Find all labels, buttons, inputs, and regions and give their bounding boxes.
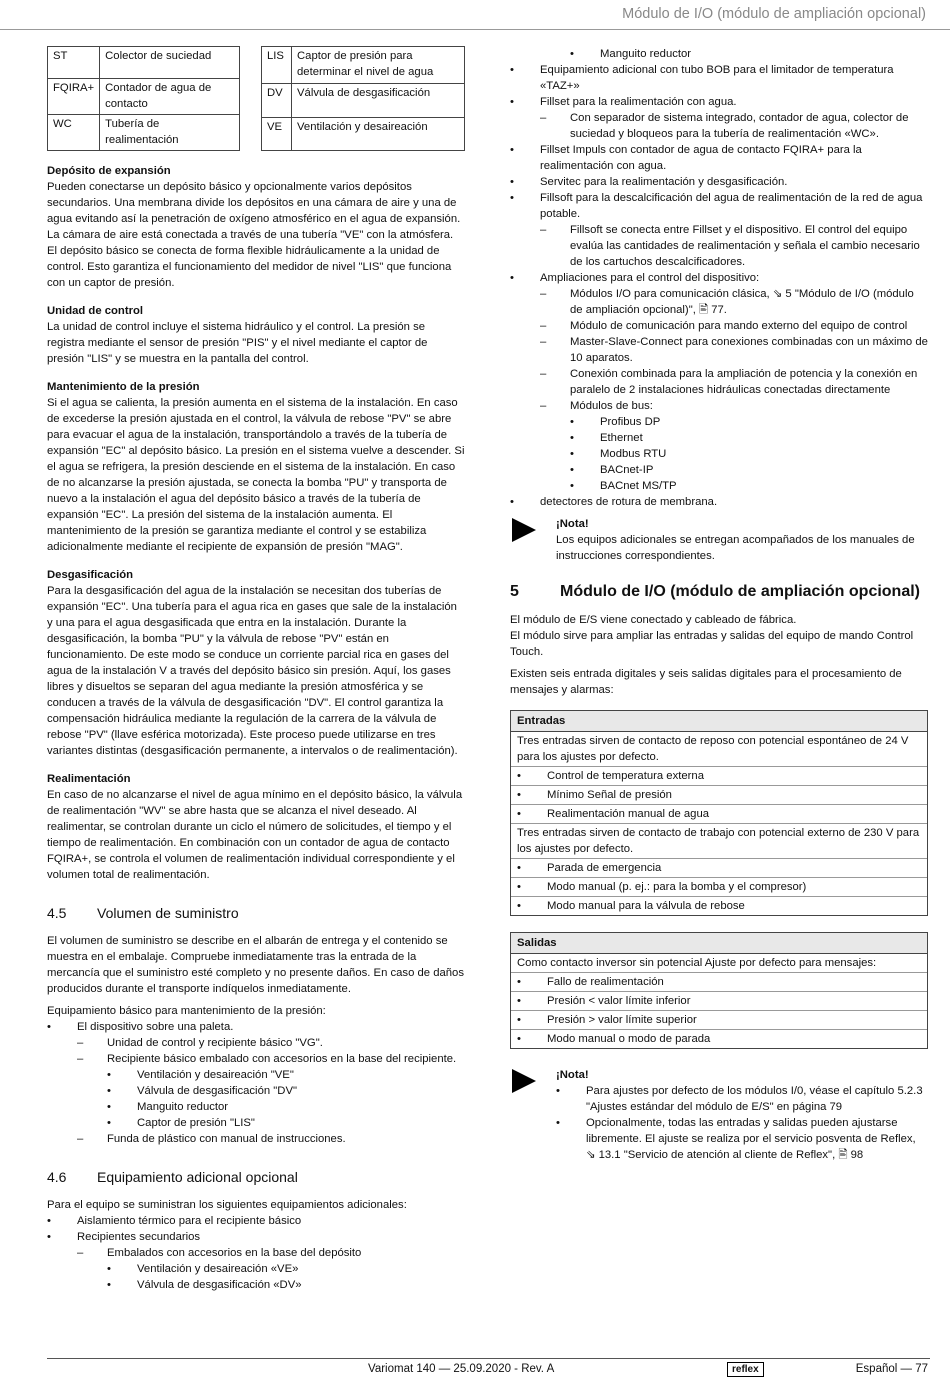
table-bullet-row: • Control de temperatura externa bbox=[511, 767, 927, 786]
list-item: – Funda de plástico con manual de instrucciones. bbox=[47, 1131, 465, 1147]
s5-paragraph-2: Existen seis entrada digitales y seis salidas digitales para el procesamiento de mensajes y alarmas: bbox=[510, 668, 902, 696]
section-title: Equipamiento adicional opcional bbox=[97, 1169, 298, 1185]
table-bullet-row: • Modo manual o modo de parada bbox=[511, 1030, 927, 1048]
list-item: – Módulos I/O para comunicación clásica, ⇘ 5 "Módulo de I/O (módulo de ampliación opcional)", 🖹 77. bbox=[510, 286, 928, 318]
table-bullet-row: • Realimentación manual de agua bbox=[511, 805, 927, 824]
realimentacion-text: En caso de no alcanzarse el nivel de agua mínimo en el depósito básico, la válvula de realimentación "WV" se abre hasta que se alcanza el nivel deseado. Al realimentar, se controlan durante un ciclo el número de solicitudes, el tiempo y el tiempo de realimentación. En combinación con un contador de agua de contacto FQIRA+, se controla el volumen de realimentación individual correspondiente y el volumen total de realimentación. bbox=[47, 789, 463, 881]
note-box-2 bbox=[510, 1067, 928, 1163]
table-text-row: Tres entradas sirven de contacto de reposo con potencial espontáneo de 24 V para los ajustes por defecto. bbox=[511, 732, 927, 767]
section-4-5-heading bbox=[47, 905, 465, 921]
list-item: • Captor de presión "LIS" bbox=[47, 1115, 465, 1131]
table-text-row: Tres entradas sirven de contacto de trabajo con potencial externo de 230 V para los ajustes por defecto. bbox=[511, 824, 927, 859]
table-bullet-row: • Fallo de realimentación bbox=[511, 973, 927, 992]
abbreviation-table-left bbox=[47, 46, 240, 151]
abbreviation-description: Contador de agua de contacto bbox=[100, 79, 240, 115]
deposito-heading: Depósito de expansión bbox=[47, 165, 171, 177]
abbreviation-code: WC bbox=[48, 115, 100, 151]
section-deposito bbox=[47, 163, 465, 291]
list-item: – Unidad de control y recipiente básico "VG". bbox=[47, 1035, 465, 1051]
s46-list bbox=[47, 1213, 465, 1293]
section-desgasificacion bbox=[47, 567, 465, 759]
section-4-6-heading bbox=[47, 1169, 465, 1185]
section-title: Módulo de I/O (módulo de ampliación opcional) bbox=[560, 583, 920, 600]
list-item: – Master-Slave-Connect para conexiones combinadas con un máximo de 10 aparatos. bbox=[510, 334, 928, 366]
section-mantenimiento bbox=[47, 379, 465, 555]
list-item: • Manguito reductor bbox=[47, 1099, 465, 1115]
s45-paragraph-1: El volumen de suministro se describe en el albarán de entrega y el contenido se muestra en el embalaje. Compruebe inmediatamente tras la entrada de la mercancía que el suministro esté completo y no presente daños. En caso de daños producidos durante el transporte indíquelos inmediatamente. bbox=[47, 935, 464, 995]
reflex-logo: reflex bbox=[727, 1362, 764, 1377]
list-item: • Fillset Impuls con contador de agua de contacto FQIRA+ para la realimentación con agua. bbox=[510, 142, 928, 174]
s5-paragraph-1a: El módulo de E/S viene conectado y cableado de fábrica. bbox=[510, 614, 797, 626]
section-number: 4.5 bbox=[47, 905, 67, 921]
section-number: 4.6 bbox=[47, 1169, 67, 1185]
abbreviation-row bbox=[48, 47, 240, 79]
abbreviation-row bbox=[262, 47, 465, 84]
inputs-table-header: Entradas bbox=[511, 711, 927, 732]
outputs-table bbox=[510, 932, 928, 1049]
abbreviation-code: VE bbox=[262, 117, 292, 150]
abbreviation-description: Tubería de realimentación bbox=[100, 115, 240, 151]
section-unidad bbox=[47, 303, 465, 367]
note-arrow-icon bbox=[512, 518, 536, 542]
list-item: • Servitec para la realimentación y desgasificación. bbox=[510, 174, 928, 190]
section-number: 5 bbox=[510, 583, 519, 600]
list-item: • Válvula de desgasificación «DV» bbox=[47, 1277, 465, 1293]
table-bullet-row: • Presión > valor límite superior bbox=[511, 1011, 927, 1030]
list-item: • Ethernet bbox=[510, 430, 928, 446]
table-bullet-row: • Modo manual para la válvula de rebose bbox=[511, 897, 927, 915]
list-item: • Recipientes secundarios bbox=[47, 1229, 465, 1245]
note-list bbox=[556, 1083, 928, 1163]
note-list-item: • Para ajustes por defecto de los módulos I/0, véase el capítulo 5.2.3 "Ajustes estándar del módulo de E/S" en página 79 bbox=[556, 1083, 928, 1115]
page-header-title: Módulo de I/O (módulo de ampliación opcional) bbox=[622, 6, 926, 22]
abbreviation-description: Ventilación y desaireación bbox=[292, 117, 465, 150]
section-title: Volumen de suministro bbox=[97, 905, 239, 921]
abbreviation-tables bbox=[47, 46, 465, 151]
list-item: – Conexión combinada para la ampliación de potencia y la conexión en paralelo de 2 instalaciones hidráulicas conectadas directamente bbox=[510, 366, 928, 398]
s46-paragraph-1: Para el equipo se suministran los siguientes equipamientos adicionales: bbox=[47, 1199, 407, 1211]
list-item: • Fillset para la realimentación con agua. bbox=[510, 94, 928, 110]
section-5-heading bbox=[510, 584, 928, 600]
note-title: ¡Nota! bbox=[556, 518, 589, 530]
inputs-table bbox=[510, 710, 928, 916]
abbreviation-row bbox=[48, 79, 240, 115]
realimentacion-heading: Realimentación bbox=[47, 773, 131, 785]
abbreviation-row bbox=[262, 84, 465, 117]
abbreviation-description: Captor de presión para determinar el nivel de agua bbox=[292, 47, 465, 84]
abbreviation-code: LIS bbox=[262, 47, 292, 84]
list-item: • Aislamiento térmico para el recipiente básico bbox=[47, 1213, 465, 1229]
table-bullet-row: • Parada de emergencia bbox=[511, 859, 927, 878]
list-item: • Modbus RTU bbox=[510, 446, 928, 462]
list-item: – Recipiente básico embalado con accesorios en la base del recipiente. bbox=[47, 1051, 465, 1067]
note-box-1 bbox=[510, 516, 928, 564]
list-item: – Embalados con accesorios en la base del depósito bbox=[47, 1245, 465, 1261]
abbreviation-code: ST bbox=[48, 47, 100, 79]
abbreviation-code: DV bbox=[262, 84, 292, 117]
s45-list bbox=[47, 1019, 465, 1147]
list-item: • Equipamiento adicional con tubo BOB para el limitador de temperatura «TAZ+» bbox=[510, 62, 928, 94]
list-item: – Módulo de comunicación para mando externo del equipo de control bbox=[510, 318, 928, 334]
abbreviation-row bbox=[262, 117, 465, 150]
unidad-heading: Unidad de control bbox=[47, 305, 144, 317]
desgasificacion-text: Para la desgasificación del agua de la instalación se necesitan dos tuberías de expansión "EC". Una tubería para el agua rica en gases que sale de la instalación y una para el agua desgasificada que entra en la instalación. Durante la desgasificación, la bomba "PU" y la válvula de rebose "PV" están en funcionamiento. De este modo se conduce un corriente parcial rica en gases del agua de la instalación V a través del depósito básico sin presión. Aquí, los gases libres y disueltos se separan del agua mediante la presión atmosférica y se conducen a través de la válvula de desgasificación "DV". El control garantiza la compensación hidráulica mediante la regulación de la carrera de la válvula de rebose "PV" (llave esférica motorizada). Este proceso puede utilizarse en tres variantes distintas (desgasificación permanente, a intervalos o de realimentación). bbox=[47, 585, 458, 757]
list-item: • Ampliaciones para el control del dispositivo: bbox=[510, 270, 928, 286]
abbreviation-description: Colector de suciedad bbox=[100, 47, 240, 79]
table-bullet-row: • Mínimo Señal de presión bbox=[511, 786, 927, 805]
list-item: – Módulos de bus: bbox=[510, 398, 928, 414]
left-column bbox=[47, 46, 465, 1293]
table-bullet-row: • Modo manual (p. ej.: para la bomba y el compresor) bbox=[511, 878, 927, 897]
s45-paragraph-2: Equipamiento básico para mantenimiento de la presión: bbox=[47, 1005, 326, 1017]
list-item: • Ventilación y desaireación "VE" bbox=[47, 1067, 465, 1083]
header-rule bbox=[0, 29, 950, 30]
abbreviation-table-right bbox=[261, 46, 465, 151]
list-item: • Válvula de desgasificación "DV" bbox=[47, 1083, 465, 1099]
desgasificacion-heading: Desgasificación bbox=[47, 569, 134, 581]
list-item: – Con separador de sistema integrado, contador de agua, colector de suciedad y bloqueos para la tubería de realimentación «WC». bbox=[510, 110, 928, 142]
note-text: Los equipos adicionales se entregan acompañados de los manuales de instrucciones correspondientes. bbox=[556, 534, 915, 562]
table-bullet-row: • Presión < valor límite inferior bbox=[511, 992, 927, 1011]
note-list-item: • Opcionalmente, todas las entradas y salidas pueden ajustarse libremente. El ajuste se realiza por el servicio posventa de Reflex, ⇘ 13.1 "Servicio de atención al cliente de Reflex", 🖹 98 bbox=[556, 1115, 928, 1163]
footer-rule bbox=[47, 1358, 930, 1359]
unidad-text: La unidad de control incluye el sistema hidráulico y el control. La presión se registra mediante el sensor de presión "PIS" y el nivel mediante el captor de presión "LIS" y se muestra en la pantalla del control. bbox=[47, 321, 428, 365]
s5-paragraph-1b: El módulo sirve para ampliar las entradas y salidas del equipo de mando Control Touch. bbox=[510, 630, 914, 658]
mantenimiento-heading: Mantenimiento de la presión bbox=[47, 381, 200, 393]
right-column bbox=[510, 46, 928, 1177]
list-item: – Fillsoft se conecta entre Fillset y el dispositivo. El control del equipo evalúa las cantidades de realimentación y señala el cambio necesario de los cartuchos descalcificadores. bbox=[510, 222, 928, 270]
list-item: • Ventilación y desaireación «VE» bbox=[47, 1261, 465, 1277]
table-text-row: Como contacto inversor sin potencial Ajuste por defecto para mensajes: bbox=[511, 954, 927, 973]
abbreviation-code: FQIRA+ bbox=[48, 79, 100, 115]
list-item: • Manguito reductor bbox=[510, 46, 928, 62]
mantenimiento-text: Si el agua se calienta, la presión aumenta en el sistema de la instalación. En caso de excederse la presión ajustada en el control, la válvula de rebose "PV" se abre para evacuar el agua de la instalación, transportándolo a través de la tubería de expansión "EC" al depósito básico. La presión en el sistema vuelve a descender. Si el agua se refrigera, la presión desciende en el sistema de la instalación. En caso de no alcanzarse la presión ajustada, se conecta la bomba "PU" y transporta de nuevo a la instalación el agua del depósito básico a través de la tubería de expansión "EC". La presión del sistema de la instalación aumenta. El mantenimiento de la presión se garantiza mediante el control y se estabiliza adicionalmente mediante el recipiente de expansión de presión "MAG". bbox=[47, 397, 465, 553]
footer-document-info: Variomat 140 — 25.09.2020 - Rev. A bbox=[368, 1363, 555, 1375]
list-item: • El dispositivo sobre una paleta. bbox=[47, 1019, 465, 1035]
note-title: ¡Nota! bbox=[556, 1069, 589, 1081]
outputs-table-header: Salidas bbox=[511, 933, 927, 954]
list-item: • BACnet MS/TP bbox=[510, 478, 928, 494]
footer-page-number: Español — 77 bbox=[855, 1363, 928, 1375]
equipment-list-continued bbox=[510, 46, 928, 510]
deposito-text: Pueden conectarse un depósito básico y opcionalmente varios depósitos secundarios. Una membrana divide los depósitos en una cámara de aire y una de agua evitando así la penetración de oxígeno atmosférico en el agua de expansión. La cámara de aire está conectada a través de una tubería "VE" con la atmósfera. El depósito básico se conecta de forma flexible hidráulicamente a la unidad de control. Esto garantiza el funcionamiento del medidor de nivel "LIS" que funciona con un captor de presión. bbox=[47, 181, 461, 289]
list-item: • Fillsoft para la descalcificación del agua de realimentación de la red de agua potable. bbox=[510, 190, 928, 222]
list-item: • BACnet-IP bbox=[510, 462, 928, 478]
abbreviation-row bbox=[48, 115, 240, 151]
abbreviation-description: Válvula de desgasificación bbox=[292, 84, 465, 117]
note-arrow-icon bbox=[512, 1069, 536, 1093]
section-realimentacion bbox=[47, 771, 465, 883]
list-item: • Profibus DP bbox=[510, 414, 928, 430]
list-item: • detectores de rotura de membrana. bbox=[510, 494, 928, 510]
